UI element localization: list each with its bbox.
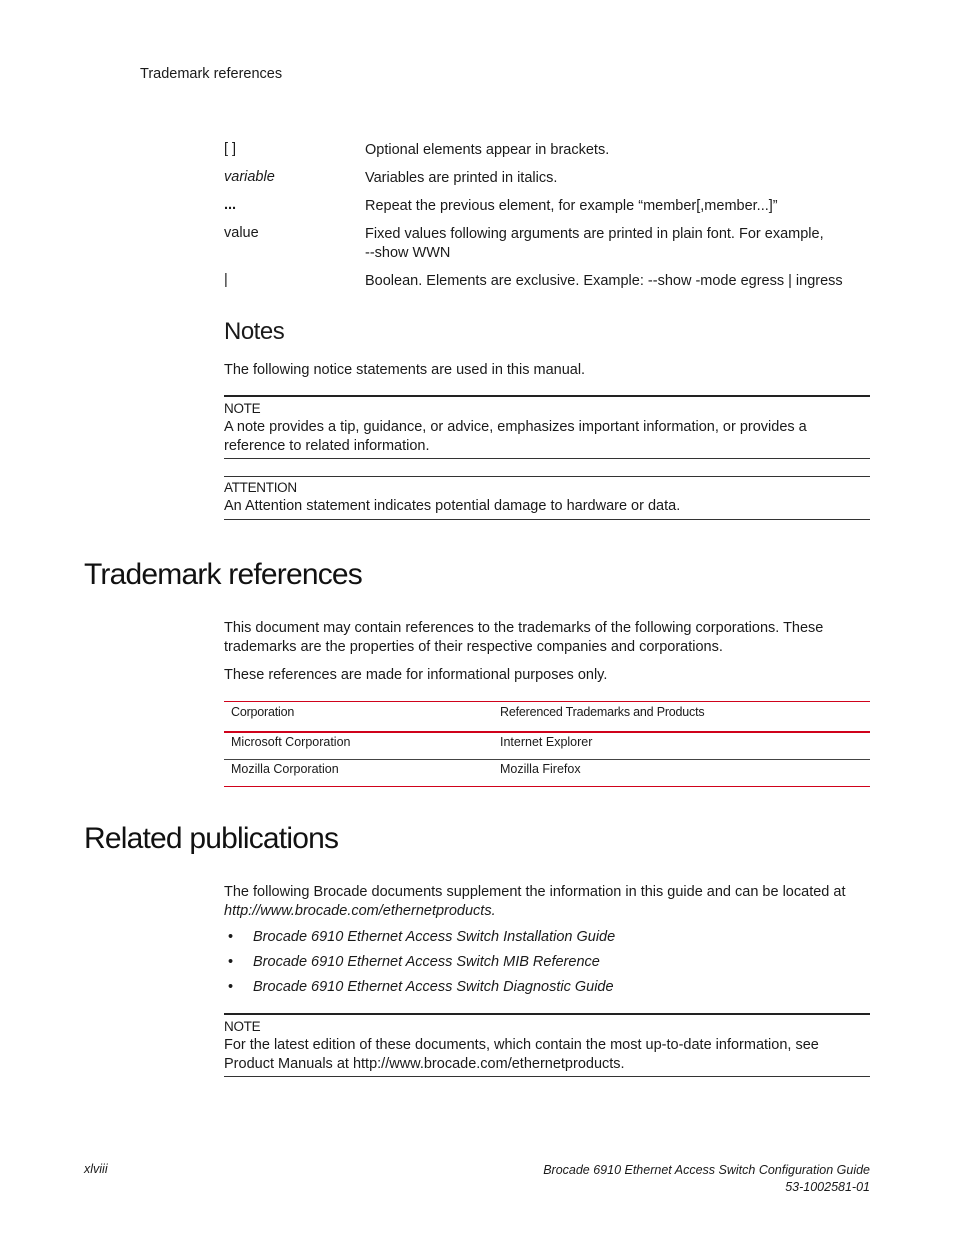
note-top-rule — [224, 1013, 870, 1015]
notes-intro: The following notice statements are used in this manual. — [224, 362, 586, 378]
related-url: http://www.brocade.com/ethernetproducts. — [224, 903, 496, 919]
trademark-table — [224, 701, 870, 787]
bullet-icon: • — [228, 979, 234, 995]
publication-item: Brocade 6910 Ethernet Access Switch MIB Reference — [253, 954, 600, 970]
conventions-row — [224, 272, 870, 300]
trademark-paragraph: These references are made for informational purposes only. — [224, 667, 608, 683]
description-text: Boolean. Elements are exclusive. Example: — [365, 273, 648, 289]
running-head: Trademark references — [140, 66, 283, 82]
attention-label: ATTENTION — [224, 480, 297, 495]
note-text: For the latest edition of these documents, which contain the most up-to-date information, see Product Manuals at http://www.brocade.com/ethernetproducts. — [224, 1037, 819, 1072]
footer-doc-title: Brocade 6910 Ethernet Access Switch Configuration Guide — [543, 1163, 870, 1177]
table-cell: Mozilla Firefox — [500, 762, 581, 776]
table-row — [224, 733, 870, 760]
convention-symbol: value — [224, 225, 259, 241]
note-top-rule — [224, 395, 870, 397]
footer-doc-info — [543, 1162, 870, 1196]
table-cell: Microsoft Corporation — [231, 735, 351, 749]
publication-item: Brocade 6910 Ethernet Access Switch Installation Guide — [253, 929, 616, 945]
column-header: Corporation — [231, 705, 295, 719]
convention-description: Repeat the previous element, for example “member[,member...]” — [365, 198, 778, 214]
attention-box — [224, 478, 870, 516]
footer-doc-number: 53-1002581-01 — [785, 1180, 870, 1194]
table-cell: Mozilla Corporation — [231, 762, 339, 776]
related-intro — [224, 883, 870, 921]
trademark-heading: Trademark references — [84, 558, 362, 591]
publication-item: Brocade 6910 Ethernet Access Switch Diagnostic Guide — [253, 979, 614, 995]
attention-bottom-rule — [224, 519, 870, 520]
convention-description — [365, 272, 870, 291]
conventions-row — [224, 169, 870, 197]
description-tail: WWN — [412, 245, 451, 261]
conventions-row — [224, 225, 870, 272]
convention-symbol: [ ] — [224, 141, 237, 157]
table-header-row — [224, 701, 870, 733]
page-number: xlviii — [84, 1162, 108, 1176]
note-box — [224, 1017, 870, 1074]
note-text: A note provides a tip, guidance, or advice, emphasizes important information, or provides a reference to related information. — [224, 419, 807, 454]
convention-symbol: variable — [224, 169, 275, 185]
convention-description: Optional elements appear in brackets. — [365, 142, 610, 158]
note-bottom-rule — [224, 1076, 870, 1077]
note-bottom-rule — [224, 458, 870, 459]
command-example: --show — [365, 245, 409, 261]
note-box — [224, 399, 870, 456]
bullet-icon: • — [228, 929, 234, 945]
related-intro-text: The following Brocade documents supplement the information in this guide and can be located at — [224, 884, 846, 900]
table-row — [224, 760, 870, 787]
note-label: NOTE — [224, 401, 261, 416]
bullet-icon: • — [228, 954, 234, 970]
convention-description: Variables are printed in italics. — [365, 170, 558, 186]
convention-symbol: | — [224, 272, 228, 288]
related-heading: Related publications — [84, 822, 339, 855]
command-example: --show -mode — [647, 273, 737, 289]
attention-top-rule — [224, 476, 870, 477]
attention-text: An Attention statement indicates potential damage to hardware or data. — [224, 498, 681, 514]
trademark-paragraph: This document may contain references to the trademarks of the following corporations. These trademarks are the properties of their respective companies and corporations. — [224, 620, 824, 655]
description-text: Fixed values following arguments are printed in plain font. For example, — [365, 226, 824, 242]
convention-description — [365, 225, 870, 263]
notes-heading: Notes — [224, 318, 285, 345]
column-header: Referenced Trademarks and Products — [500, 705, 705, 719]
convention-symbol: ... — [224, 197, 237, 213]
conventions-table — [224, 141, 870, 300]
table-cell: Internet Explorer — [500, 735, 593, 749]
note-label: NOTE — [224, 1019, 261, 1034]
conventions-row — [224, 197, 870, 225]
description-tail: egress | ingress — [736, 273, 843, 289]
conventions-row — [224, 141, 870, 169]
